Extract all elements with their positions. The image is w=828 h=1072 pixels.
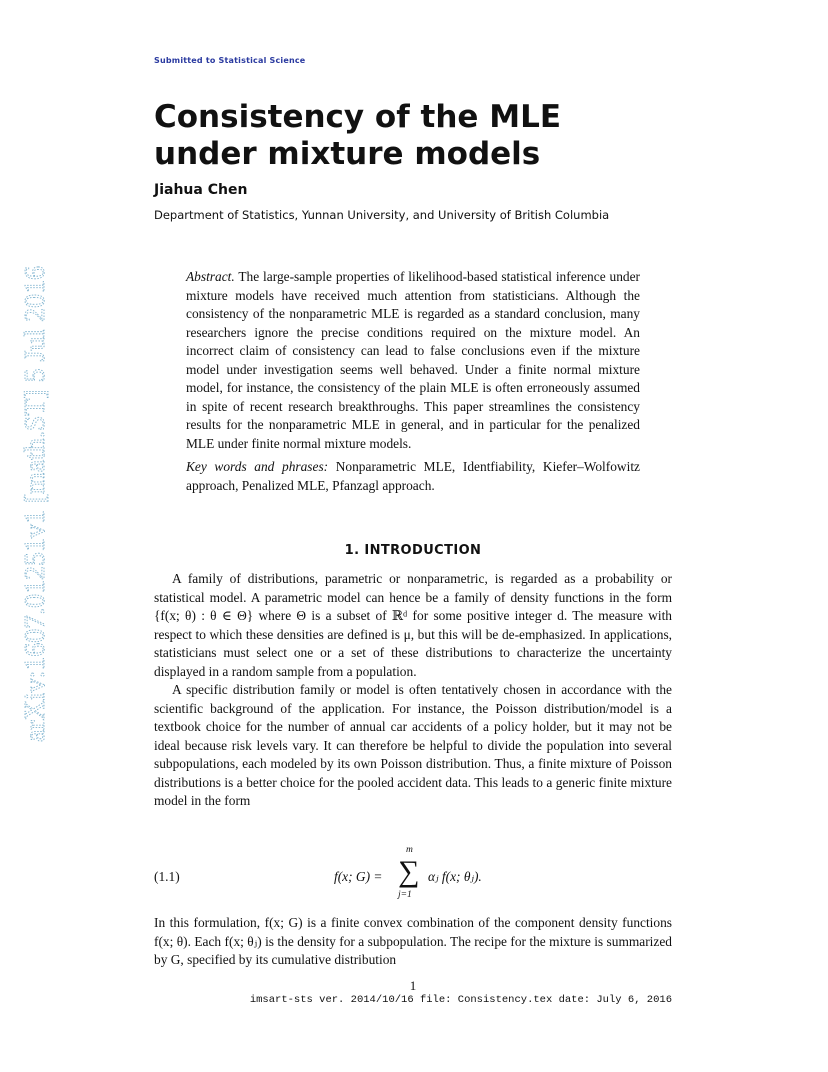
paragraph-after-equation (154, 914, 672, 970)
abstract (186, 268, 640, 495)
abstract-text (186, 268, 640, 453)
abstract-label: Abstract. (186, 269, 235, 284)
paragraph: A specific distribution family or model is often tentatively chosen in accordance with the scientific background of the application. For instance, the Poisson distribution/model is a textbook choice for the number of annual car accidents of a policy holder, but it may not be ideal because risk levels vary. It can therefore be helpful to divide the population into several subpopulations, each modeled by its own Poisson distribution. Thus, a finite mixture of Poisson distributions is a better choice for the pooled accident data. This leads to a generic finite mixture model in the form (154, 682, 672, 808)
journal-name: Submitted to Statistical Science (154, 56, 306, 65)
section-heading: 1. INTRODUCTION (344, 543, 482, 558)
page-number: 1 (409, 978, 417, 993)
keywords-list: Nonparametric MLE, Identfiability, Kiefer–Wolfowitz approach, Penalized MLE, Pfanzagl approach. (186, 459, 640, 493)
arxiv-stamp-text: arXiv:1607.01251v1 [math.ST] 5 Jul 2016 (20, 264, 51, 742)
abstract-body: The large-sample properties of likelihood-based statistical inference under mixture models have received much attention from statisticians. Although the consistency of the nonparametric MLE is regarded as a standard conclusion, many researchers ignore the precise conditions required on the mixture model. An incorrect claim of consistency can lead to false conclusions even if the mixture model under investigation seems well behaved. Under a finite normal mixture model, for instance, the consistency of the plain MLE is often erroneously assumed in spite of recent research breakthroughs. This paper streamlines the consistency results for the nonparametric MLE in general, and in particular for the penalized MLE under finite normal mixture models. (186, 269, 640, 451)
equation-body (334, 845, 534, 903)
equation-lhs: f(x; G) = (334, 869, 383, 884)
paper-title: Consistency of the MLE under mixture models (154, 99, 561, 172)
paragraph: A family of distributions, parametric or nonparametric, is regarded as a probability or statistical model. A parametric model can hence be a family of density functions in the form {f(x; θ) : θ ∈ Θ} where Θ is a subset of ℝᵈ for some positive integer d. The measure with respect to which these densities are defined is μ, but this will be de-emphasized. In applications, statisticians must select one or a set of these distributions to characterize the uncertainty displayed in a random sample from a population. (154, 571, 672, 679)
summation-symbol: ∑ (398, 855, 420, 888)
equation-rhs: αⱼ f(x; θⱼ). (428, 869, 482, 884)
keywords (186, 458, 640, 495)
author-affiliation: Department of Statistics, Yunnan University, and University of British Columbia (154, 208, 610, 222)
footer-info: imsart-sts ver. 2014/10/16 file: Consistency.tex date: July 6, 2016 (249, 994, 672, 1006)
paragraph: In this formulation, f(x; G) is a finite convex combination of the component density functions f(x; θ). Each f(x; θⱼ) is the density for a subpopulation. The recipe for the mixture is summarized by G, specified by its cumulative distribution (154, 915, 672, 967)
sum-upper-limit: m (406, 845, 413, 855)
author-name: Jiahua Chen (154, 182, 248, 198)
keywords-label: Key words and phrases: (186, 459, 329, 474)
arxiv-stamp (18, 262, 52, 746)
equation-1-1 (154, 845, 672, 903)
equation-number: (1.1) (154, 869, 180, 884)
introduction-body (154, 570, 672, 811)
sum-lower-limit: j=1 (398, 890, 412, 900)
